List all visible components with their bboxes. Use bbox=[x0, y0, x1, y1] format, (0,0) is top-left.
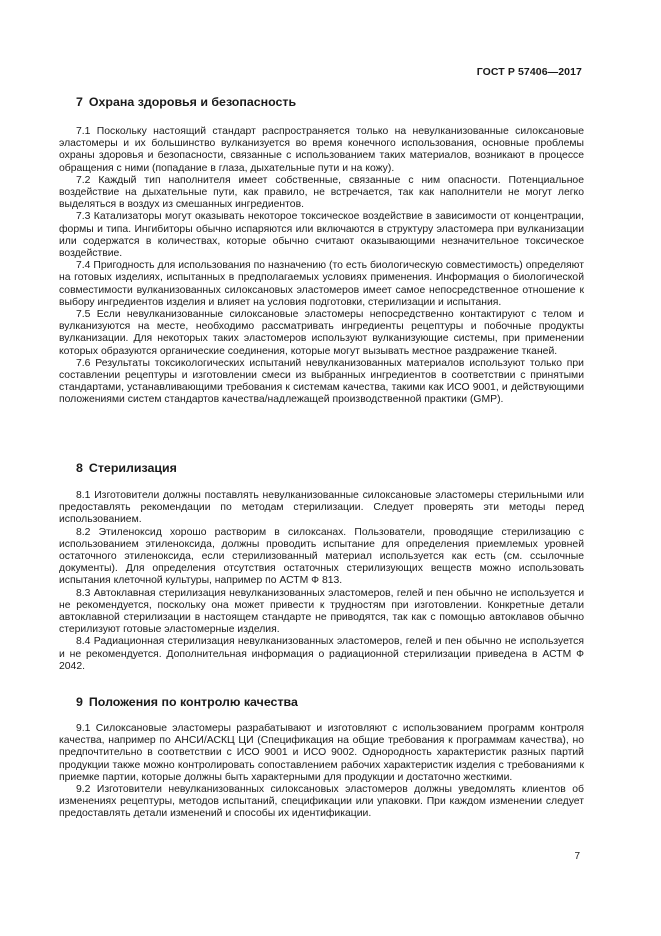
paragraph: 8.2 Этиленоксид хорошо растворим в силоксанах. Пользователи, проводящие стерилизацию с использованием этиленоксида, должны проводить испытание для определения приемлемых уровней остаточного этиленоксида, если стерилизованный материал используется как есть (см. ссылочные документы). Для определения отсутствия остаточных стерилизующих веществ можно использовать испытания клеточной культуры, например по АСТМ Ф 813. bbox=[59, 526, 584, 587]
section-number: 8 bbox=[76, 461, 83, 475]
paragraph: 7.1 Поскольку настоящий стандарт распространяется только на невулканизованные силоксановые эластомеры и их большинство вулканизуется во время конечного использования, основные проблемы охраны здоровья и безопасности, связанные с использованием таких материалов, возникают в процессе обращения с ними (попадание в глаза, дыхательные пути и на кожу). bbox=[59, 126, 584, 174]
section-title: Стерилизация bbox=[88, 461, 177, 475]
section-title: Положения по контролю качества bbox=[88, 695, 298, 709]
section-heading bbox=[76, 695, 584, 709]
paragraph: 7.5 Если невулканизованные силоксановые эластомеры непосредственно контактируют с телом и вулканизуются на месте, необходимо рассматривать ингредиенты рецептуры и побочные продукты вулканизации. Для некоторых таких эластомеров используют вулканизующие системы, при применении которых образуются органические соединения, которые могут вызывать местное раздражение тканей. bbox=[59, 309, 584, 357]
section-heading bbox=[76, 461, 584, 475]
document-id-header: ГОСТ Р 57406—2017 bbox=[476, 66, 582, 78]
paragraph: 7.4 Пригодность для использования по назначению (то есть биологическую совместимость) определяют на готовых изделиях, испытанных в предполагаемых условиях применения. Информация о биологической совместимости вулканизованных силоксановых эластомеров имеет самое непосредственное отношение к выбору ингредиентов изделия и влияет на условия подготовки, стерилизации и испытания. bbox=[59, 260, 584, 308]
section-8 bbox=[59, 461, 584, 475]
paragraph: 8.4 Радиационная стерилизация невулканизованных эластомеров, гелей и пен обычно не используется и не рекомендуется. Дополнительная информация о радиационной стерилизации приведена в АСТМ Ф 2042. bbox=[59, 636, 584, 672]
paragraph: 7.2 Каждый тип наполнителя имеет собственные, связанные с ним опасности. Потенциальное воздействие на дыхательные пути, как правило, не встречается, так как наполнители не могут легко выделяться в воздух из смешанных ингредиентов. bbox=[59, 174, 584, 211]
section-9-body bbox=[59, 723, 584, 821]
paragraph: 9.2 Изготовители невулканизованных силоксановых эластомеров должны уведомлять клиентов об изменениях рецептуры, методов испытаний, спецификации или упаковки. При каждом изменении следует предоставлять детали изменений и способы их идентификации. bbox=[59, 784, 584, 820]
section-title: Охрана здоровья и безопасность bbox=[88, 95, 297, 109]
section-7 bbox=[59, 95, 584, 109]
section-7-body bbox=[59, 126, 584, 407]
section-number: 9 bbox=[76, 695, 83, 709]
page-number: 7 bbox=[574, 851, 580, 862]
paragraph: 7.6 Результаты токсикологических испытаний невулканизованных материалов используют только при составлении рецептуры и изготовлении смеси из выбранных ингредиентов в соответствии с принятыми стандартами, устанавливающими требования к системам качества, такими как ИСО 9001, и действующими положениями систем стандартов качества/надлежащей производственной практики (GMP). bbox=[59, 357, 584, 406]
paragraph: 8.1 Изготовители должны поставлять невулканизованные силоксановые эластомеры стерильными или предоставлять рекомендации по методам стерилизации. Следует проверять эти методы перед использованием. bbox=[59, 490, 584, 526]
section-number: 7 bbox=[76, 95, 83, 109]
paragraph: 8.3 Автоклавная стерилизация невулканизованных эластомеров, гелей и пен обычно не используется и не рекомендуется, поскольку она может привести к трудностям при изготовлении. Конкретные детали автоклавной стерилизации в настоящем стандарте не приводятся, так как с помощью автоклавов обычно стерилизуют готовые эластомерные изделия. bbox=[59, 587, 584, 636]
section-8-body bbox=[59, 490, 584, 673]
section-9 bbox=[59, 695, 584, 709]
section-heading bbox=[76, 95, 584, 109]
paragraph: 9.1 Силоксановые эластомеры разрабатывают и изготовляют с использованием программ контроля качества, например по АНСИ/АСКЦ ЦИ (Спецификация на общие требования к программам качества), но предпочтительно в соответствии с ИСО 9001 и ИСО 9002. Однородность характеристик разных партий продукции также можно контролировать сопоставлением рабочих характеристик изделия с требованиями к приемке партии, которые должны быть характерными для продукции и достаточно жесткими. bbox=[59, 723, 584, 783]
paragraph: 7.3 Катализаторы могут оказывать некоторое токсическое воздействие в зависимости от концентрации, формы и типа. Ингибиторы обычно испаряются или включаются в структуру эластомера при вулканизации или содержатся в количествах, которые обычно считают оказывающими незначительное токсическое воздействие. bbox=[59, 211, 584, 260]
